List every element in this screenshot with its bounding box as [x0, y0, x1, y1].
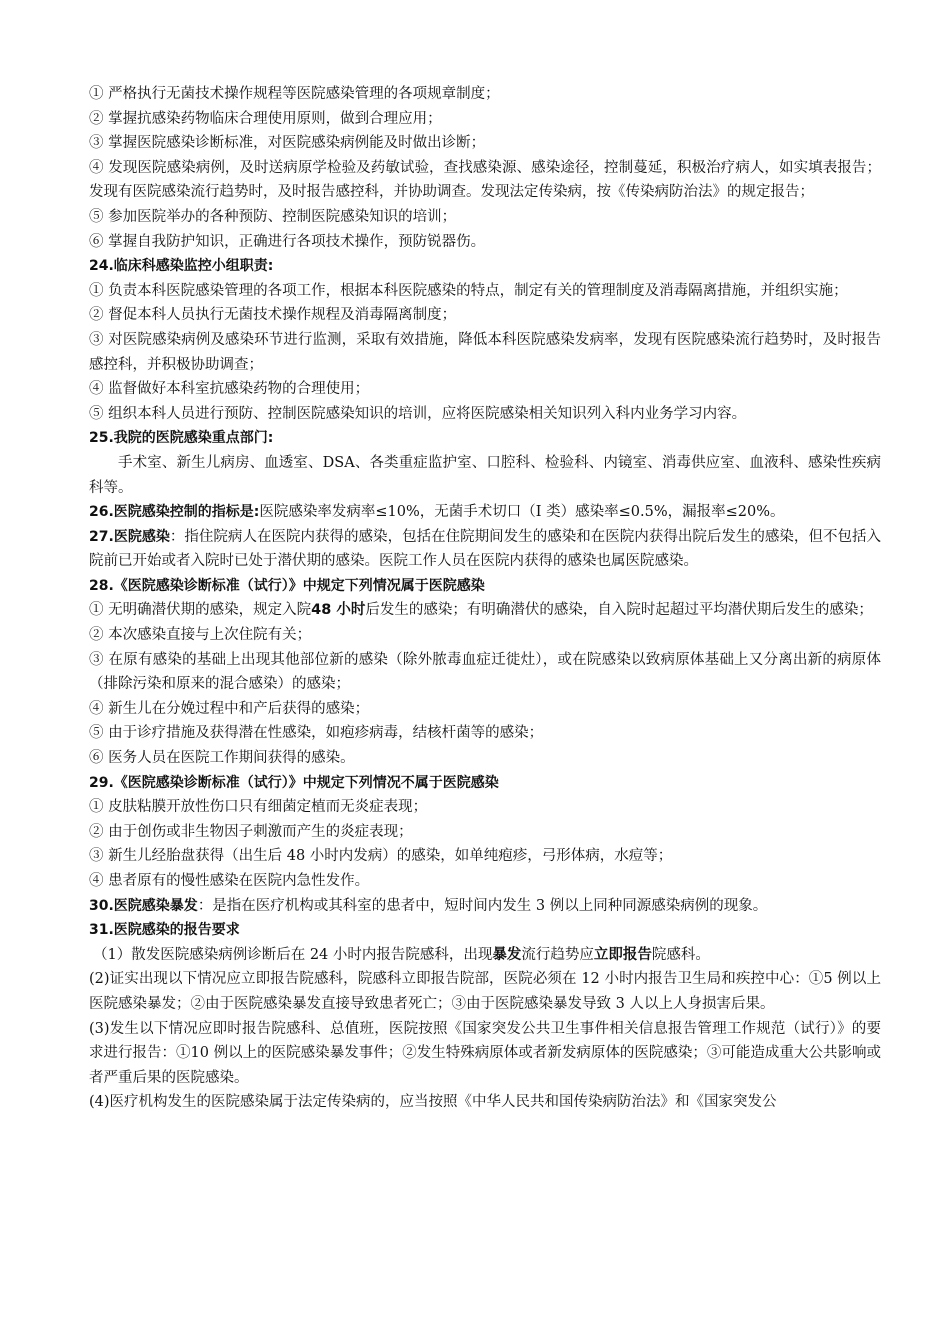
- paragraph-text: 院感科。: [651, 946, 710, 963]
- list-item: ④ 发现医院感染病例，及时送病原学检验及药敏试验，查找感染源、感染途径，控制蔓延，积极治疗病人，如实填表报告；发现有医院感染流行趋势时，及时报告感控科，并协助调查。发现法定传染病，按《传染病防治法》的规定报告；: [89, 159, 881, 201]
- section-heading-31: 31.医院感染的报告要求: [89, 922, 240, 939]
- list-item: ⑥ 掌握自我防护知识，正确进行各项技术操作，预防锐器伤。: [89, 233, 486, 250]
- list-item: ① 负责本科医院感染管理的各项工作，根据本科医院感染的特点，制定有关的管理制度及消毒隔离措施，并组织实施；: [89, 282, 848, 299]
- paragraph-text: 医院感染率发病率≤10%，无菌手术切口（Ⅰ 类）感染率≤0.5%，漏报率≤20%。: [259, 504, 785, 521]
- list-item: ② 本次感染直接与上次住院有关；: [89, 627, 312, 644]
- paragraph-text: （1）散发医院感染病例诊断后在 24 小时内报告院感科，出现: [93, 946, 493, 963]
- emphasis-text: 48 小时: [311, 602, 366, 619]
- list-item-text: 后发生的感染；有明确潜伏的感染，自入院时起超过平均潜伏期后发生的感染；: [365, 602, 873, 619]
- emphasis-text: 暴发: [492, 946, 522, 963]
- section-heading-28: 28.《医院感染诊断标准（试行）》中规定下列情况属于医院感染: [89, 577, 485, 594]
- paragraph: [89, 525, 881, 574]
- list-item: ② 由于创伤或非生物因子刺激而产生的炎症表现；: [89, 823, 413, 840]
- section-heading-24: 24.临床科感染监控小组职责:: [89, 258, 274, 275]
- list-item: ⑤ 组织本科人员进行预防、控制医院感染知识的培训，应将医院感染相关知识列入科内业务学习内容。: [89, 405, 747, 422]
- list-item-text: ① 无明确潜伏期的感染，规定入院: [89, 602, 312, 619]
- paragraph-text: ：指住院病人在医院内获得的感染，包括在住院期间发生的感染和在医院内获得出院后发生的感染，但不包括入院前已开始或者入院时已处于潜伏期的感染。医院工作人员在医院内获得的感染也属医院感染。: [89, 528, 881, 570]
- paragraph: [89, 894, 881, 919]
- document-page: [89, 82, 881, 1115]
- paragraph: (2)证实出现以下情况应立即报告院感科，院感科立即报告院部，医院必须在 12 小时内报告卫生局和疾控中心：①5 例以上医院感染暴发；②由于医院感染暴发直接导致患者死亡；③由于医院感染暴发导致 3 人以上人身损害后果。: [89, 971, 881, 1012]
- list-item: ⑤ 由于诊疗措施及获得潜在性感染，如疱疹病毒，结核杆菌等的感染；: [89, 725, 544, 742]
- section-heading-25: 25.我院的医院感染重点部门:: [89, 430, 274, 447]
- list-item: ④ 新生儿在分娩过程中和产后获得的感染；: [89, 700, 370, 717]
- list-item: ② 督促本科人员执行无菌技术操作规程及消毒隔离制度；: [89, 307, 457, 324]
- paragraph: [89, 500, 881, 525]
- list-item: ① 严格执行无菌技术操作规程等医院感染管理的各项规章制度；: [89, 86, 500, 102]
- list-item: ③ 新生儿经胎盘获得（出生后 48 小时内发病）的感染，如单纯疱疹，弓形体病，水痘等；: [89, 848, 673, 865]
- section-heading-27: 27.医院感染: [89, 528, 170, 545]
- list-item: ③ 在原有感染的基础上出现其他部位新的感染（除外脓毒血症迁徙灶），或在院感染以致病原体基础上又分离出新的病原体（排除污染和原来的混合感染）的感染；: [89, 651, 881, 693]
- list-item: ① 皮肤粘膜开放性伤口只有细菌定植而无炎症表现；: [89, 799, 428, 816]
- list-item: [89, 598, 881, 623]
- paragraph: 手术室、新生儿病房、血透室、DSA、各类重症监护室、口腔科、检验科、内镜室、消毒供应室、血液科、感染性疾病科等。: [89, 454, 881, 496]
- paragraph: (4)医疗机构发生的医院感染属于法定传染病的，应当按照《中华人民共和国传染病防治法》和《国家突发公: [89, 1094, 777, 1111]
- list-item: ⑥ 医务人员在医院工作期间获得的感染。: [89, 750, 355, 767]
- list-item: ⑤ 参加医院举办的各种预防、控制医院感染知识的培训；: [89, 208, 457, 225]
- section-heading-30: 30.医院感染暴发: [89, 897, 198, 914]
- section-heading-26: 26.医院感染控制的指标是:: [89, 504, 260, 521]
- paragraph: (3)发生以下情况应即时报告院感科、总值班，医院按照《国家突发公共卫生事件相关信息报告管理工作规范（试行）》的要求进行报告：①10 例以上的医院感染暴发事件；②发生特殊病原体或者新发病原体的医院感染；③可能造成重大公共影响或者严重后果的医院感染。: [89, 1020, 881, 1086]
- paragraph: [89, 943, 881, 968]
- list-item: ② 掌握抗感染药物临床合理使用原则，做到合理应用；: [89, 110, 442, 127]
- list-item: ④ 患者原有的慢性感染在医院内急性发作。: [89, 873, 370, 889]
- list-item: ③ 对医院感染病例及感染环节进行监测，采取有效措施，降低本科医院感染发病率，发现有医院感染流行趋势时，及时报告感控科，并积极协助调查；: [89, 331, 881, 373]
- emphasis-text: 立即报告: [593, 946, 652, 963]
- paragraph-text: 流行趋势应: [521, 946, 594, 963]
- list-item: ④ 监督做好本科室抗感染药物的合理使用；: [89, 381, 370, 398]
- list-item: ③ 掌握医院感染诊断标准，对医院感染病例能及时做出诊断；: [89, 135, 486, 152]
- section-heading-29: 29.《医院感染诊断标准（试行）》中规定下列情况不属于医院感染: [89, 774, 499, 791]
- paragraph-text: ：是指在医疗机构或其科室的患者中，短时间内发生 3 例以上同种同源感染病例的现象。: [197, 897, 768, 914]
